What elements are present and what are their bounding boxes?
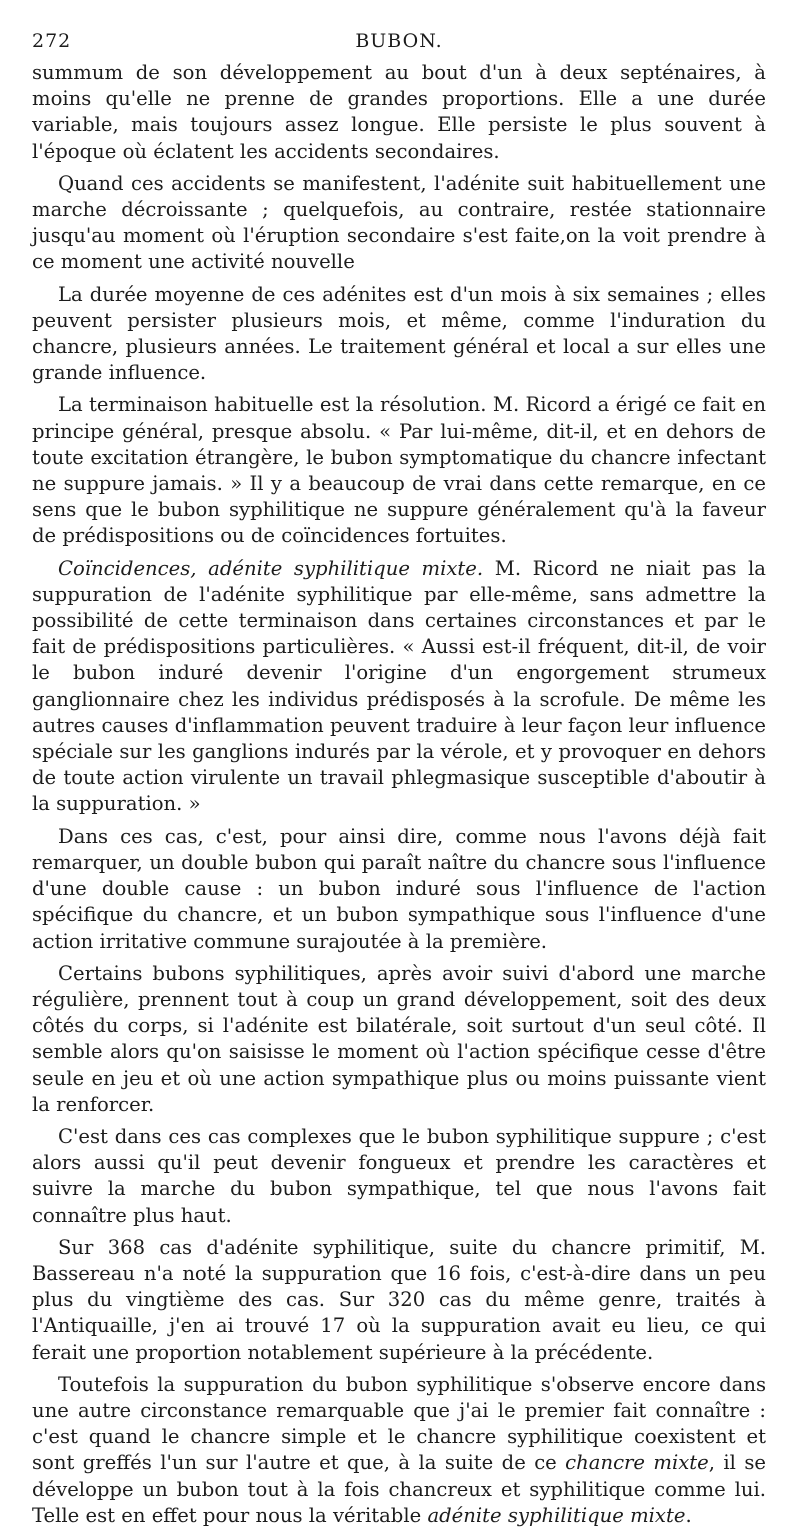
- paragraph: Certains bubons syphilitiques, après avoir suivi d'abord une marche régulière, prennent tout à coup un grand développement, soit des deux côtés du corps, si l'adénite est bilatérale, soit surtout d'un seul côté. Il semble alors qu'on saisisse le moment où l'action spécifique cesse d'être seule en jeu et où une action sympathique plus ou moins puissante vient la renforcer.: [32, 961, 766, 1116]
- paragraph: Dans ces cas, c'est, pour ainsi dire, comme nous l'avons déjà fait remarquer, un double bubon qui paraît naître du chancre sous l'influence d'une double cause : un bubon induré sous l'influence de l'action spécifique du chancre, et un bubon sympathique sous l'influence d'une action irritative commune surajoutée à la première.: [32, 824, 766, 953]
- body-text: [32, 60, 766, 1529]
- page-number: 272: [32, 30, 72, 52]
- paragraph: La durée moyenne de ces adénites est d'un mois à six semaines ; elles peuvent persister plusieurs mois, et même, comme l'induration du chancre, plusieurs années. Le traitement général et local a sur elles une grande influence.: [32, 282, 766, 385]
- paragraph: C'est dans ces cas complexes que le bubon syphilitique suppure ; c'est alors aussi qu'il peut devenir fongueux et prendre les caractères et suivre la marche du bubon sympathique, tel que nous l'avons fait connaître plus haut.: [32, 1124, 766, 1227]
- section-lead-italic: Coïncidences, adénite syphilitique mixte.: [58, 556, 484, 580]
- paragraph-text: .: [685, 1503, 692, 1527]
- paragraph-text: Toutefois la suppuration du bubon syphilitique s'observe encore dans une autre circonstance remarquable que j'ai le premier fait connaître : c'est quand le chancre simple et le chancre syphilitique coexistent et sont greffés l'un sur l'autre et que, à la suite de ce: [32, 1372, 766, 1475]
- running-header: [32, 24, 766, 60]
- italic-term: chancre mixte: [565, 1451, 709, 1475]
- running-title: BUBON.: [355, 30, 443, 52]
- paragraph: La terminaison habituelle est la résolution. M. Ricord a érigé ce fait en principe général, presque absolu. « Par lui-même, dit-il, et en dehors de toute excitation étrangère, le bubon symptomatique du chancre infectant ne suppure jamais. » Il y a beaucoup de vrai dans cette remarque, en ce sens que le bubon syphilitique ne suppure généralement qu'à la faveur de prédispositions ou de coïncidences fortuites.: [32, 393, 766, 548]
- paragraph-text: , il se développe un bubon tout à la fois chancreux et syphilitique comme lui. Telle est en effet pour nous la véritable: [32, 1451, 766, 1527]
- italic-term: adénite syphilitique mixte: [427, 1503, 686, 1527]
- paragraph: Sur 368 cas d'adénite syphilitique, suite du chancre primitif, M. Bassereau n'a noté la suppuration que 16 fois, c'est-à-dire dans un peu plus du vingtième des cas. Sur 320 cas du même genre, traités à l'Antiquaille, j'en ai trouvé 17 où la suppuration avait eu lieu, ce qui ferait une proportion notablement supérieure à la précédente.: [32, 1235, 766, 1364]
- paragraph-text: M. Ricord ne niait pas la suppuration de l'adénite syphilitique par elle-même, sans admettre la possibilité de cette terminaison dans certaines circonstances et par le fait de prédispositions particulières. « Aussi est-il fréquent, dit-il, de voir le bubon induré devenir l'origine d'un engorgement strumeux ganglionnaire chez les individus prédisposés à la scrofule. De même les autres causes d'inflammation peuvent traduire à leur façon leur influence spéciale sur les ganglions indurés par la vérole, et y provoquer en dehors de toute action virulente un travail phlegmasique susceptible d'aboutir à la suppuration. »: [32, 556, 766, 816]
- paragraph: Quand ces accidents se manifestent, l'adénite suit habituellement une marche décroissante ; quelquefois, au contraire, restée stationnaire jusqu'au moment où l'éruption secondaire s'est faite,on la voit prendre à ce moment une activité nouvelle: [32, 171, 766, 274]
- paragraph: [32, 556, 766, 818]
- paragraph: summum de son développement au bout d'un à deux septénaires, à moins qu'elle ne prenne de grandes proportions. Elle a une durée variable, mais toujours assez longue. Elle persiste le plus souvent à l'époque où éclatent les accidents secondaires.: [32, 61, 766, 163]
- paragraph: [32, 1372, 766, 1529]
